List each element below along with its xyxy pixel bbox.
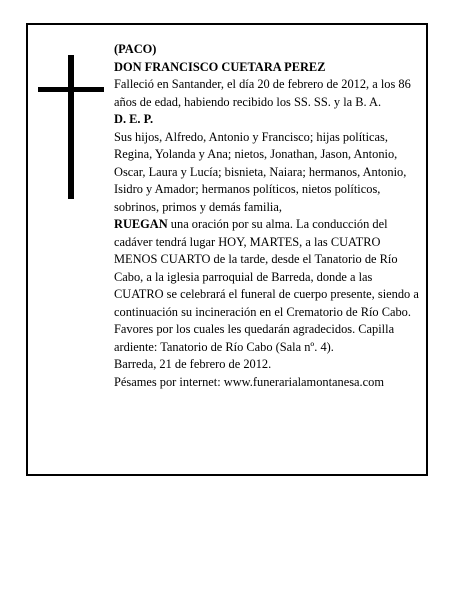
cross-horizontal-bar xyxy=(38,87,104,92)
ruegan-text: una oración por su alma. La conducción del cadáver tendrá lugar HOY, MARTES, a las CUATRO MENOS CUARTO de la tarde, desde el Tanatorio de Río Cabo, a la iglesia parroquial de Barreda, donde a las CUATRO se celebrará el funeral de cuerpo presente, siendo a continuación su incineración en el Crematorio de Río Cabo. Favores por los cuales les quedarán agradecidos. Capilla ardiente: Tanatorio de Río Cabo (Sala nº. 4). xyxy=(114,217,419,354)
death-info: Falleció en Santander, el día 20 de febrero de 2012, a los 86 años de edad, habiendo recibido los SS. SS. y la B. A. xyxy=(114,77,411,109)
notice-text xyxy=(114,41,422,391)
family-list: Sus hijos, Alfredo, Antonio y Francisco; hijas políticas, Regina, Yolanda y Ana; nietos, Jonathan, Jason, Antonio, Oscar, Laura y Lucía; bisnieta, Naiara; hermanos, Antonio, Isidro y Amador; hermanos políticos, nietos políticos, sobrinos, primos y demás familia, xyxy=(114,129,407,214)
condolences-line: Pésames por internet: www.funerarialamontanesa.com xyxy=(114,374,384,389)
place-date: Barreda, 21 de febrero de 2012. xyxy=(114,357,272,371)
dep-abbreviation: D. E. P. xyxy=(114,112,154,126)
deceased-nickname: (PACO) xyxy=(114,42,157,56)
ruegan-paragraph xyxy=(114,216,422,356)
obituary-notice xyxy=(26,23,428,476)
deceased-name: DON FRANCISCO CUETARA PEREZ xyxy=(114,59,326,74)
ruegan-label: RUEGAN xyxy=(114,217,168,231)
cross-vertical-bar xyxy=(68,55,74,199)
